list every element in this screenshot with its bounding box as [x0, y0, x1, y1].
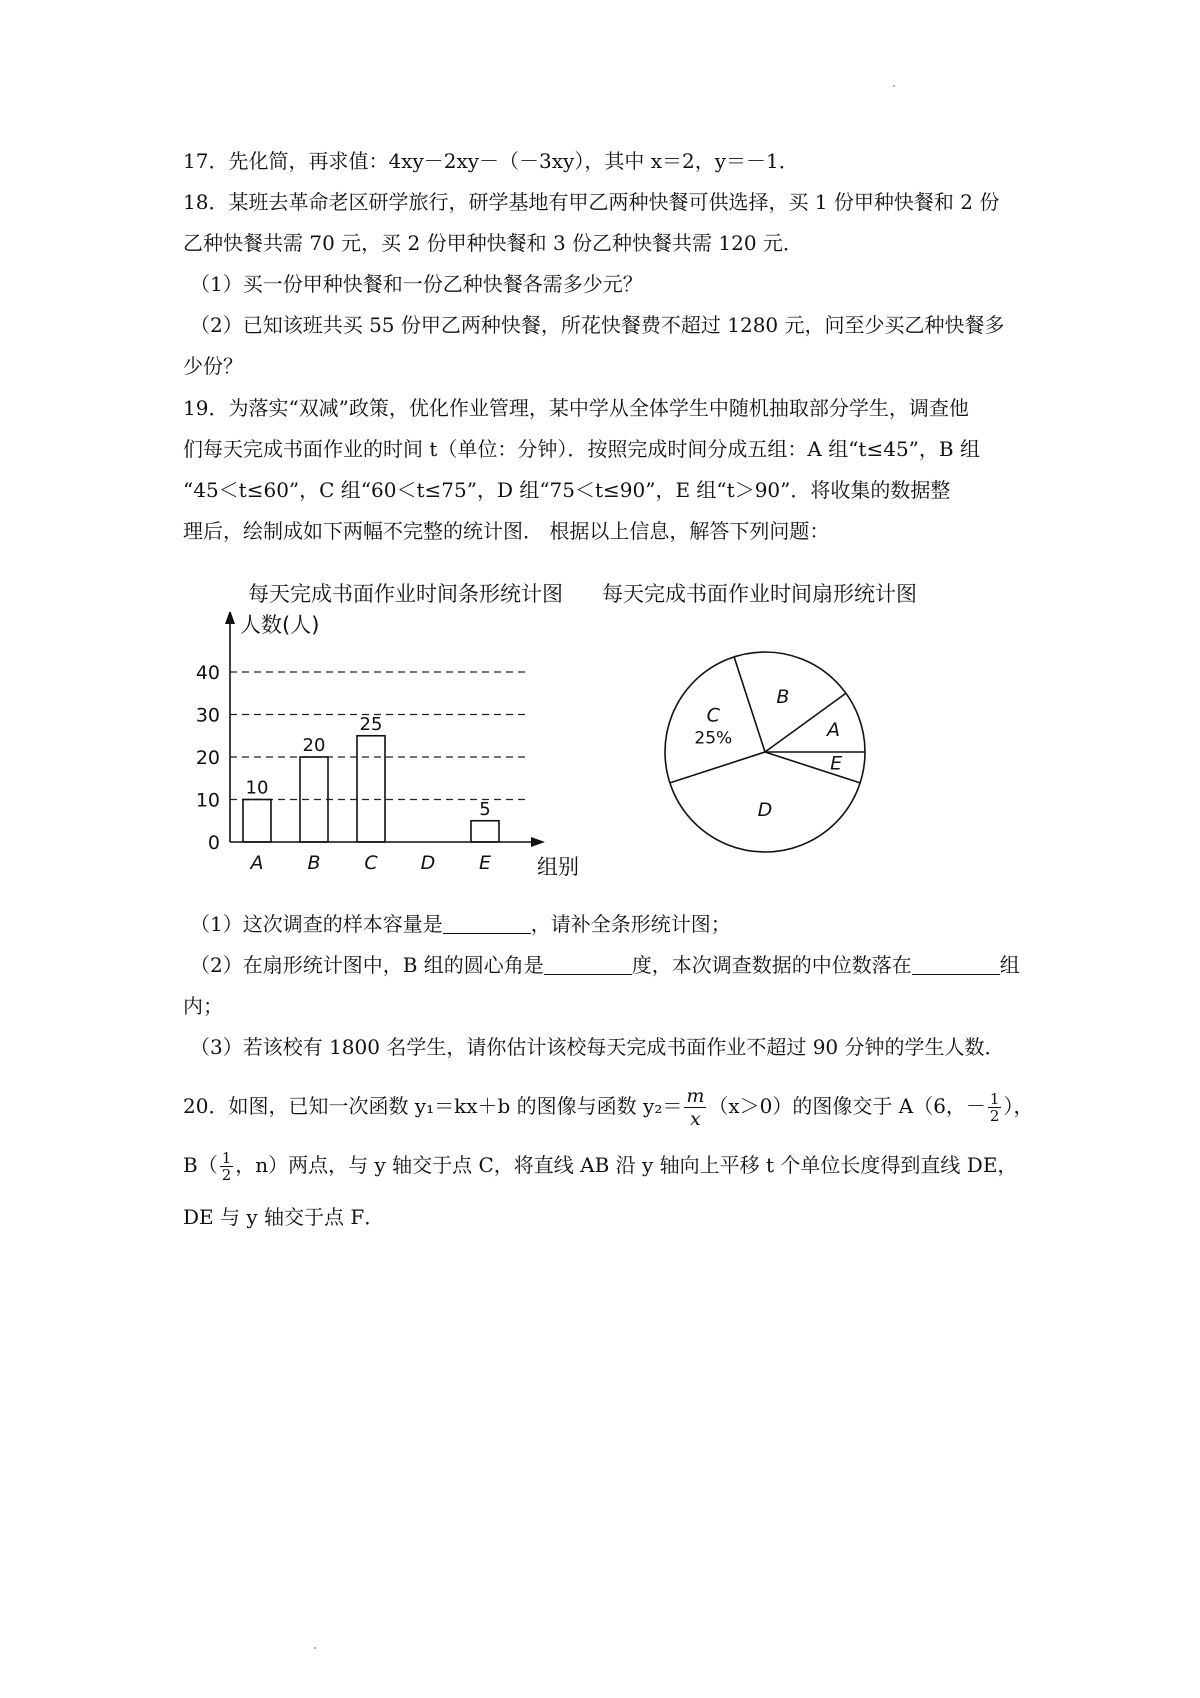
bar-chart — [185, 612, 615, 882]
x-axis-label: 组别 — [537, 855, 579, 879]
pie-label-D: D — [757, 799, 773, 821]
x-tick-label: B — [307, 852, 321, 874]
y-tick-label: 10 — [195, 789, 220, 812]
x-tick-label: C — [364, 852, 378, 874]
answer-blank — [912, 954, 1000, 975]
q18-text-line1: 18．某班去革命老区研学旅行，研学基地有甲乙两种快餐可供选择，买 1 份甲种快餐和 2 份 — [183, 190, 1000, 214]
q18-part1: （1）买一份甲种快餐和一份乙种快餐各需多少元？ — [190, 272, 643, 296]
q18-part2-line2: 少份？ — [183, 354, 243, 378]
answer-blank — [443, 913, 531, 934]
q19-text-line4: 理后，绘制成如下两幅不完整的统计图． 根据以上信息，解答下列问题： — [183, 519, 830, 543]
x-tick-label: E — [478, 852, 492, 874]
q17-text: 17．先化简，再求值：4xy－2xy－（－3xy），其中 x＝2，y＝－1． — [183, 149, 799, 173]
y-tick-label: 0 — [207, 832, 220, 854]
pie-label-E: E — [830, 752, 843, 775]
q19-part2-line2: 内； — [183, 994, 223, 1018]
q20-text-d: B（ — [183, 1153, 218, 1177]
x-tick-label: D — [420, 852, 436, 874]
y-tick-label: 40 — [195, 662, 220, 684]
pie-percent-label: 25% — [694, 728, 733, 749]
q18-part2-line1: （2）已知该班共买 55 份甲乙两种快餐，所花快餐费不超过 1280 元，问至少买乙种快餐多 — [190, 313, 1005, 337]
q19-part1-text-b: ，请补全条形统计图； — [530, 912, 731, 936]
q20-text-b: （x＞0）的图像交于 A（6，－ — [708, 1094, 986, 1118]
q20-text-line1 — [183, 1085, 1033, 1130]
x-axis-arrow — [531, 837, 545, 847]
q19-part2-text-a: （2）在扇形统计图中，B 组的圆心角是 — [190, 953, 544, 977]
q19-text-line2: 们每天完成书面作业的时间 t（单位：分钟）．按照完成时间分成五组：A 组“t≤45”，B 组 — [183, 437, 980, 461]
fraction-one-half: $\frac{1}{2}$ — [221, 1149, 232, 1184]
q20-text-c: ）， — [1003, 1094, 1034, 1118]
pie-label-A: A — [826, 718, 840, 741]
pie-chart — [650, 640, 880, 870]
pie-label-B: B — [776, 685, 790, 708]
q20-text-line2 — [183, 1150, 1033, 1183]
pie-slice-C-edge — [670, 752, 765, 783]
y-axis-label: 人数(人) — [240, 613, 320, 637]
q19-text-line1: 19．为落实“双减”政策，优化作业管理，某中学从全体学生中随机抽取部分学生，调查他 — [183, 396, 969, 420]
q18-text-line2: 乙种快餐共需 70 元，买 2 份甲种快餐和 3 份乙种快餐共需 120 元． — [183, 231, 803, 255]
q20-text-line3: DE 与 y 轴交于点 F． — [183, 1205, 385, 1229]
answer-blank — [544, 954, 632, 975]
x-tick-label: A — [250, 852, 264, 874]
q19-part2-text-b: 度，本次调查数据的中位数落在 — [631, 953, 912, 977]
q19-part2 — [190, 951, 1040, 979]
fraction-one-half: $\frac{1}{2}$ — [989, 1090, 1000, 1125]
pie-label-C: C — [706, 704, 720, 727]
bar-E — [471, 821, 499, 842]
q19-text-line3: “45＜t≤60”，C 组“60＜t≤75”，D 组“75＜t≤90”，E 组“t＞90”．将收集的数据整 — [183, 478, 951, 502]
q19-part1-text-a: （1）这次调查的样本容量是 — [190, 912, 443, 936]
bar-value-label: 25 — [359, 713, 383, 735]
bar-C — [357, 736, 385, 842]
pie-slice-D-edge — [765, 752, 860, 783]
y-axis-arrow — [225, 612, 235, 624]
q20-text-e: ，n）两点，与 y 轴交于点 C，将直线 AB 沿 y 轴向上平移 t 个单位长度得到直线 DE， — [235, 1153, 1018, 1177]
bar-chart-title: 每天完成书面作业时间条形统计图 — [248, 582, 563, 606]
bar-value-label: 10 — [245, 777, 269, 799]
scan-speck — [893, 85, 895, 87]
fraction-m-over-x: $\frac{m}{x}$ — [686, 1085, 705, 1130]
scan-speck — [314, 1647, 316, 1649]
pie-chart-title: 每天完成书面作业时间扇形统计图 — [602, 582, 917, 606]
bar-value-label: 20 — [302, 735, 326, 756]
bar-value-label: 5 — [479, 798, 491, 820]
q19-part3: （3）若该校有 1800 名学生，请你估计该校每天完成书面作业不超过 90 分钟的学生人数． — [190, 1035, 1005, 1059]
q20-text-a: 20．如图，已知一次函数 y₁＝kx＋b 的图像与函数 y₂＝ — [183, 1094, 683, 1118]
y-tick-label: 30 — [195, 704, 220, 727]
q19-part1 — [190, 910, 1040, 938]
q19-part2-text-c: 组 — [999, 953, 1020, 977]
pie-slice-B-edge — [734, 657, 765, 752]
bar-A — [243, 800, 271, 843]
y-tick-label: 20 — [195, 747, 220, 769]
